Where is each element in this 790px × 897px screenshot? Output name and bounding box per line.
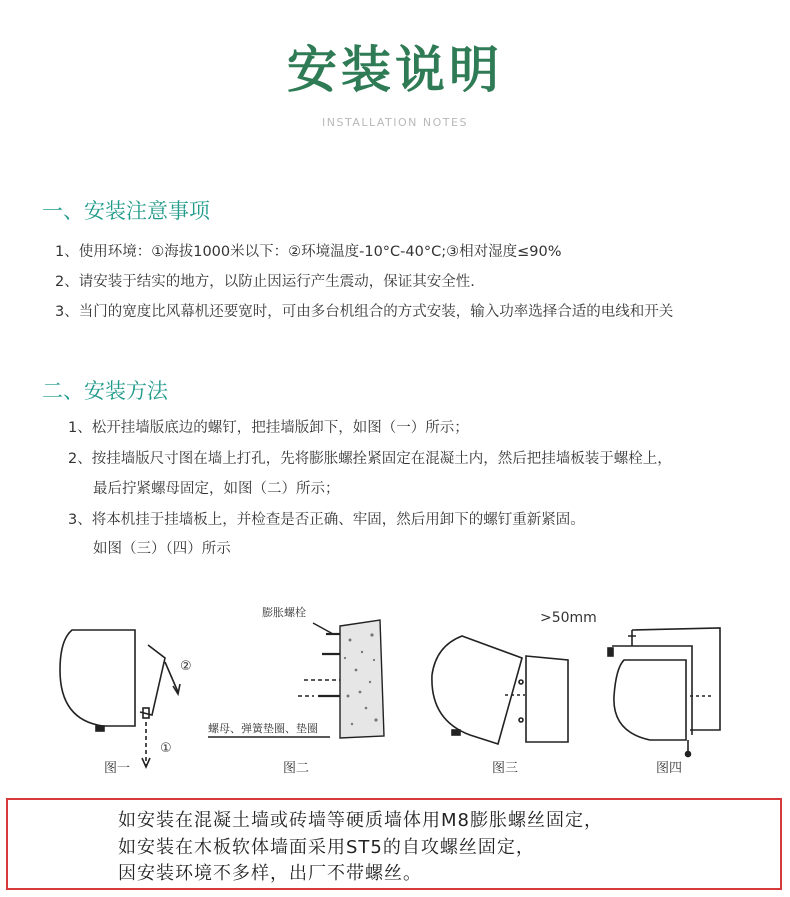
method-item: 如图（三）（四）所示 (93, 541, 231, 557)
top-bracket (628, 630, 636, 646)
note-line: 因安装环境不多样，出厂不带螺丝。 (118, 863, 422, 884)
section-heading-precautions: 一、安装注意事项 (42, 199, 210, 223)
precaution-item: 3、当门的宽度比风幕机还要宽时，可由多台机组合的方式安装，输入功率选择合适的电线和开关 (55, 304, 674, 320)
note-line: 如安装在混凝土墙或砖墙等硬质墙体用M8膨胀螺丝固定， (118, 810, 603, 831)
method-item: 最后拧紧螺母固定，如图（二）所示； (93, 481, 340, 497)
unit-foot (452, 730, 460, 735)
fig1-mark-2: ② (180, 659, 192, 674)
fig3-clearance: >50mm (540, 610, 597, 626)
page-title: 安装说明 (287, 40, 503, 99)
figure-4 (608, 628, 720, 757)
method-item: 2、按挂墙版尺寸图在墙上打孔，先将膨胀螺拴紧固定在混凝土内，然后把挂墙板装于螺栓上， (68, 451, 672, 467)
unit-body (432, 636, 522, 744)
wall-plate (140, 645, 165, 715)
installation-figures (0, 600, 790, 790)
fig3-label: 图三 (492, 761, 519, 776)
wall-plate (526, 656, 568, 742)
section-heading-method: 二、安装方法 (42, 379, 168, 403)
unit-foot (96, 726, 104, 731)
fig4-label: 图四 (656, 761, 683, 776)
figure-3 (432, 636, 568, 744)
wall-outline (632, 628, 720, 730)
unit-body (614, 660, 686, 740)
leader-line (313, 623, 333, 634)
page-subtitle: INSTALLATION NOTES (322, 116, 468, 129)
screw-hole (519, 718, 523, 722)
fig1-mark-1: ① (160, 741, 172, 756)
figure-2 (208, 620, 384, 738)
unit-body (60, 630, 135, 726)
method-item: 3、将本机挂于挂墙板上，并检查是否正确、牢固，然后用卸下的螺钉重新紧固。 (68, 512, 585, 528)
arrow-line (165, 662, 178, 692)
method-item: 1、松开挂墙版底边的螺钉，把挂墙版卸下，如图（一）所示； (68, 420, 469, 436)
fig2-label: 图二 (283, 761, 310, 776)
note-line: 如安装在木板软体墙面采用ST5的自攻螺丝固定， (118, 837, 535, 858)
precaution-item: 2、请安装于结实的地方，以防止因运行产生震动，保证其安全性. (55, 274, 475, 290)
fig1-label: 图一 (104, 761, 131, 776)
fig2-bolt-label: 膨胀螺栓 (262, 606, 306, 619)
fig2-washer-label: 螺母、弹簧垫圈、垫圈 (208, 722, 318, 735)
screw-hole (519, 680, 523, 684)
screw-head (686, 752, 691, 757)
hook (608, 648, 613, 656)
precaution-item: 1、使用环境：①海拔1000米以下：②环境温度-10°C-40°C;③相对湿度≤90% (55, 244, 562, 260)
